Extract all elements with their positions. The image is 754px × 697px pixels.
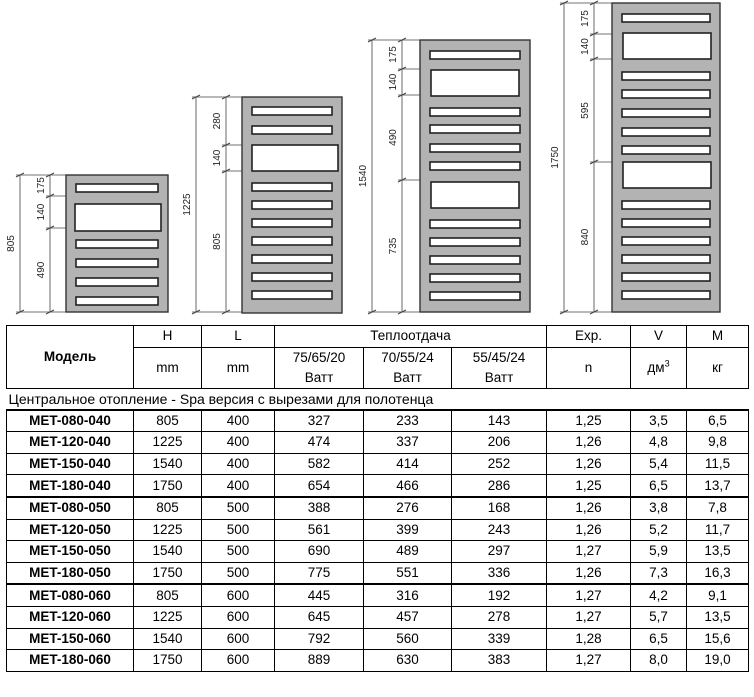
section-title: Центральное отопление - Spa версия с вырезами для полотенца	[7, 388, 749, 410]
cell-q3: 143	[452, 410, 547, 432]
radiator-slot	[76, 184, 158, 192]
cell-h: 805	[134, 410, 202, 432]
regime-1-unit: Ватт	[304, 369, 334, 385]
segment-dimension-label: 175	[388, 46, 399, 63]
radiator-slot	[252, 126, 332, 134]
cell-l: 600	[202, 628, 275, 650]
segment-dimension-label: 140	[388, 73, 399, 91]
segment-dimension-label: 490	[36, 261, 47, 279]
cell-q1: 690	[275, 541, 364, 563]
radiator-slot	[76, 297, 158, 305]
radiator-slot	[622, 128, 710, 136]
cell-q3: 297	[452, 541, 547, 563]
cell-m: 7,8	[687, 497, 749, 519]
cell-q3: 192	[452, 584, 547, 606]
header-v-unit	[631, 347, 687, 388]
header-m: M	[687, 326, 749, 348]
cell-q3: 243	[452, 519, 547, 541]
cell-h: 1750	[134, 562, 202, 584]
cell-q2: 630	[364, 650, 452, 672]
cell-exp: 1,25	[547, 410, 631, 432]
cell-m: 9,8	[687, 432, 749, 454]
cell-h: 1225	[134, 606, 202, 628]
segment-dimension-label: 805	[212, 233, 223, 250]
cell-q2: 457	[364, 606, 452, 628]
radiator-slot	[430, 256, 520, 264]
radiator-slot	[622, 201, 710, 209]
cell-l: 400	[202, 410, 275, 432]
radiator-slot	[252, 255, 332, 263]
cell-exp: 1,27	[547, 606, 631, 628]
regime-1-temps: 75/65/20	[292, 349, 346, 365]
radiator-slot	[252, 291, 332, 299]
regime-3-temps: 55/45/24	[472, 349, 526, 365]
overall-height-label: 1750	[550, 146, 561, 169]
radiator-slot	[622, 109, 710, 117]
cell-q3: 383	[452, 650, 547, 672]
header-model: Модель	[7, 326, 134, 389]
segment-dimension-label: 175	[580, 10, 591, 27]
radiator-drawings	[0, 0, 754, 322]
header-h-unit: mm	[134, 347, 202, 388]
cell-q3: 336	[452, 562, 547, 584]
cell-h: 1750	[134, 475, 202, 497]
radiator-slot	[622, 219, 710, 227]
radiator-slot	[430, 274, 520, 282]
segment-dimension-label: 840	[580, 228, 591, 246]
header-regime-3	[452, 347, 547, 388]
cell-v: 3,5	[631, 410, 687, 432]
table-row	[7, 606, 749, 628]
cell-l: 400	[202, 432, 275, 454]
table-row	[7, 453, 749, 475]
radiator-slot	[622, 90, 710, 98]
table-row	[7, 628, 749, 650]
radiator-slot	[252, 237, 332, 245]
header-regime-2	[364, 347, 452, 388]
radiator-slot	[622, 273, 710, 281]
segment-dimension-label: 140	[580, 38, 591, 55]
radiator-slot	[622, 72, 710, 80]
segment-dimension-label: 140	[212, 149, 223, 167]
cell-v: 4,2	[631, 584, 687, 606]
cell-v: 3,8	[631, 497, 687, 519]
cell-q1: 327	[275, 410, 364, 432]
regime-3-unit: Ватт	[484, 369, 514, 385]
cell-v: 6,5	[631, 628, 687, 650]
cell-v: 5,7	[631, 606, 687, 628]
cell-model: MET-150-060	[7, 628, 134, 650]
cell-q3: 286	[452, 475, 547, 497]
radiator-slot	[622, 146, 710, 154]
radiator-towel-slot	[431, 182, 519, 208]
header-v: V	[631, 326, 687, 348]
cell-model: MET-150-050	[7, 541, 134, 563]
cell-exp: 1,28	[547, 628, 631, 650]
cell-q3: 206	[452, 432, 547, 454]
cell-q1: 388	[275, 497, 364, 519]
cell-model: MET-080-050	[7, 497, 134, 519]
cell-h: 805	[134, 584, 202, 606]
table-row	[7, 562, 749, 584]
cell-q3: 278	[452, 606, 547, 628]
table-row	[7, 497, 749, 519]
cell-model: MET-180-050	[7, 562, 134, 584]
cell-l: 500	[202, 519, 275, 541]
v-unit-base: дм	[647, 359, 665, 375]
cell-m: 16,3	[687, 562, 749, 584]
cell-l: 600	[202, 650, 275, 672]
cell-m: 13,5	[687, 541, 749, 563]
cell-l: 600	[202, 584, 275, 606]
radiator-slot	[430, 51, 520, 59]
table-row	[7, 410, 749, 432]
cell-h: 1540	[134, 453, 202, 475]
cell-q1: 792	[275, 628, 364, 650]
cell-q2: 489	[364, 541, 452, 563]
cell-q2: 276	[364, 497, 452, 519]
cell-q2: 337	[364, 432, 452, 454]
cell-q2: 560	[364, 628, 452, 650]
cell-model: MET-080-060	[7, 584, 134, 606]
cell-m: 11,7	[687, 519, 749, 541]
cell-q1: 561	[275, 519, 364, 541]
cell-q2: 233	[364, 410, 452, 432]
radiator-slot	[622, 291, 710, 299]
cell-m: 11,5	[687, 453, 749, 475]
cell-exp: 1,27	[547, 584, 631, 606]
header-l-unit: mm	[202, 347, 275, 388]
specification-table	[6, 325, 749, 672]
header-heat-output: Теплоотдача	[275, 326, 547, 348]
radiator-slot	[430, 220, 520, 228]
segment-dimension-label: 280	[212, 112, 223, 130]
radiator-slot	[430, 292, 520, 300]
cell-model: MET-120-060	[7, 606, 134, 628]
cell-model: MET-120-040	[7, 432, 134, 454]
radiator-towel-slot	[252, 145, 338, 171]
radiator-slot	[252, 219, 332, 227]
radiator-slot	[430, 162, 520, 170]
cell-q1: 582	[275, 453, 364, 475]
cell-model: MET-180-060	[7, 650, 134, 672]
table-row	[7, 475, 749, 497]
cell-q2: 466	[364, 475, 452, 497]
cell-v: 7,3	[631, 562, 687, 584]
cell-l: 400	[202, 453, 275, 475]
cell-model: MET-120-050	[7, 519, 134, 541]
cell-l: 600	[202, 606, 275, 628]
header-h: H	[134, 326, 202, 348]
cell-exp: 1,27	[547, 541, 631, 563]
cell-q1: 445	[275, 584, 364, 606]
cell-q1: 474	[275, 432, 364, 454]
cell-q2: 551	[364, 562, 452, 584]
cell-v: 5,2	[631, 519, 687, 541]
radiator-slot	[622, 14, 710, 22]
cell-v: 8,0	[631, 650, 687, 672]
cell-q1: 889	[275, 650, 364, 672]
cell-q1: 775	[275, 562, 364, 584]
radiator-slot	[430, 125, 520, 133]
cell-h: 1540	[134, 541, 202, 563]
cell-h: 805	[134, 497, 202, 519]
radiator-slot	[430, 238, 520, 246]
radiator-slot	[252, 273, 332, 281]
radiator-slot	[252, 107, 332, 115]
radiator-slot	[76, 259, 158, 267]
segment-dimension-label: 175	[36, 177, 47, 194]
cell-q2: 399	[364, 519, 452, 541]
radiator-towel-slot	[623, 162, 711, 188]
v-unit-exponent: 3	[664, 358, 670, 369]
cell-m: 19,0	[687, 650, 749, 672]
header-m-unit: кг	[687, 347, 749, 388]
cell-h: 1225	[134, 432, 202, 454]
cell-l: 500	[202, 541, 275, 563]
table-row	[7, 584, 749, 606]
regime-2-unit: Ватт	[393, 369, 422, 385]
radiator-slot	[252, 183, 332, 191]
cell-q3: 339	[452, 628, 547, 650]
overall-height-label: 805	[6, 235, 17, 252]
cell-q3: 168	[452, 497, 547, 519]
radiator-towel-slot	[431, 70, 519, 96]
segment-dimension-label: 490	[388, 129, 399, 146]
cell-exp: 1,26	[547, 453, 631, 475]
header-l: L	[202, 326, 275, 348]
radiator-slot	[430, 108, 520, 116]
cell-m: 15,6	[687, 628, 749, 650]
header-regime-1	[275, 347, 364, 388]
cell-q1: 654	[275, 475, 364, 497]
header-exp-unit: n	[547, 347, 631, 388]
cell-v: 4,8	[631, 432, 687, 454]
cell-m: 6,5	[687, 410, 749, 432]
radiator-towel-slot	[75, 204, 161, 231]
cell-m: 9,1	[687, 584, 749, 606]
segment-dimension-label: 140	[36, 203, 47, 221]
radiator-slot	[252, 201, 332, 209]
cell-q1: 645	[275, 606, 364, 628]
table-row	[7, 519, 749, 541]
cell-l: 500	[202, 497, 275, 519]
cell-l: 500	[202, 562, 275, 584]
cell-model: MET-180-040	[7, 475, 134, 497]
cell-exp: 1,26	[547, 497, 631, 519]
table-row	[7, 541, 749, 563]
table-row	[7, 650, 749, 672]
cell-v: 6,5	[631, 475, 687, 497]
cell-q2: 414	[364, 453, 452, 475]
cell-exp: 1,26	[547, 519, 631, 541]
cell-h: 1225	[134, 519, 202, 541]
cell-v: 5,9	[631, 541, 687, 563]
cell-exp: 1,26	[547, 562, 631, 584]
segment-dimension-label: 735	[388, 237, 399, 255]
regime-2-temps: 70/55/24	[381, 349, 434, 365]
overall-height-label: 1225	[182, 193, 193, 216]
cell-q3: 252	[452, 453, 547, 475]
cell-exp: 1,27	[547, 650, 631, 672]
radiator-slot	[430, 144, 520, 152]
radiator-slot	[76, 240, 158, 248]
radiator-slot	[622, 237, 710, 245]
cell-exp: 1,25	[547, 475, 631, 497]
header-exp: Exp.	[547, 326, 631, 348]
cell-v: 5,4	[631, 453, 687, 475]
cell-m: 13,7	[687, 475, 749, 497]
radiator-towel-slot	[623, 33, 711, 59]
segment-dimension-label: 595	[580, 102, 591, 119]
cell-q2: 316	[364, 584, 452, 606]
overall-height-label: 1540	[358, 164, 369, 188]
cell-m: 13,5	[687, 606, 749, 628]
radiator-slot	[622, 255, 710, 263]
cell-model: MET-150-040	[7, 453, 134, 475]
table-row	[7, 432, 749, 454]
cell-h: 1540	[134, 628, 202, 650]
cell-h: 1750	[134, 650, 202, 672]
cell-model: MET-080-040	[7, 410, 134, 432]
radiator-slot	[76, 278, 158, 286]
cell-l: 400	[202, 475, 275, 497]
cell-exp: 1,26	[547, 432, 631, 454]
